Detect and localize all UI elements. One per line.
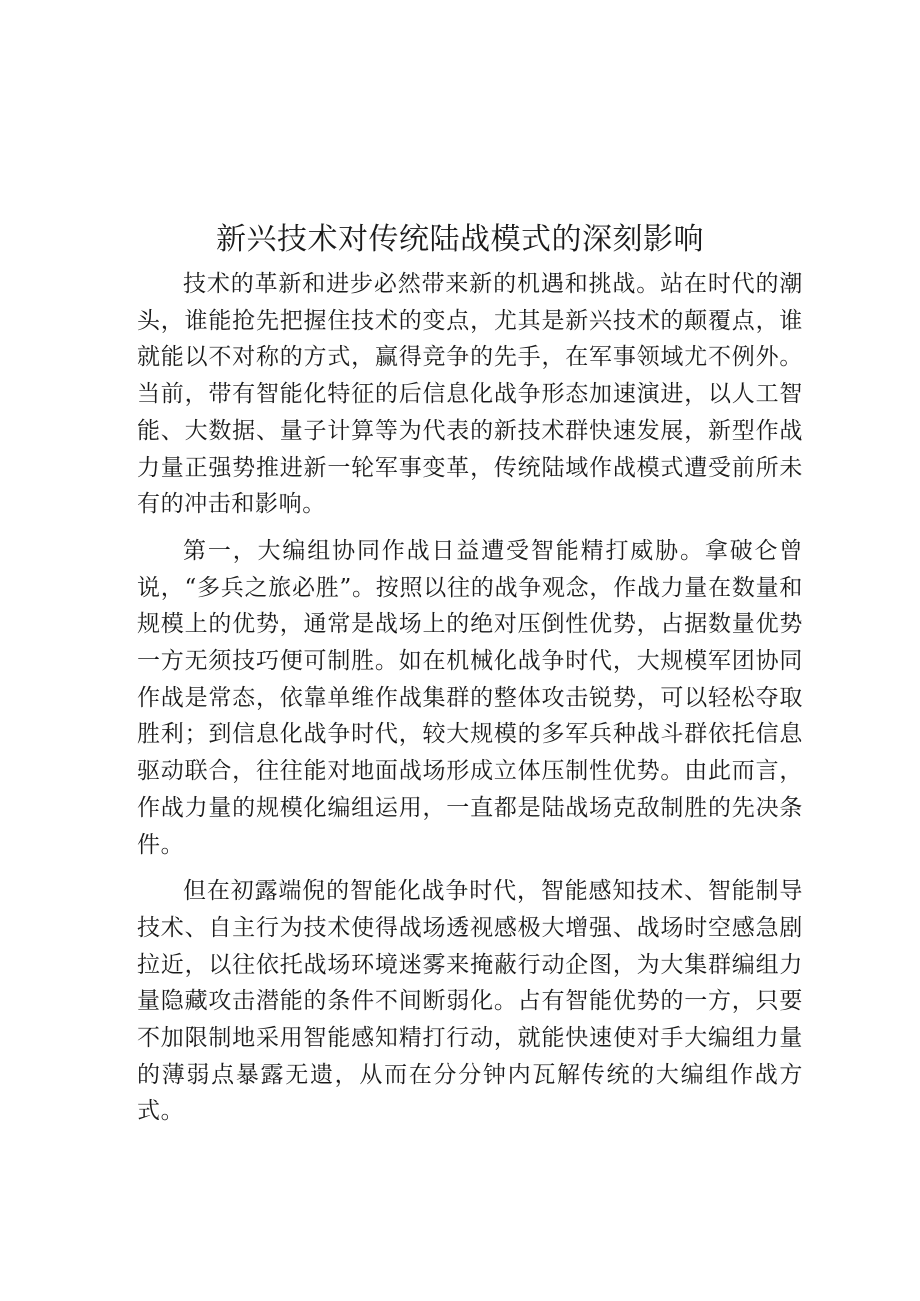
paragraph-intelligent-era: 但在初露端倪的智能化战争时代，智能感知技术、智能制导技术、自主行为技术使得战场透视感极大增强、战场时空感急剧拉近，以往依托战场环境迷雾来掩蔽行动企图，为大集群编组力量隐藏攻击潜能的条件不间断弱化。占有智能优势的一方，只要不加限制地采用智能感知精打行动，就能快速使对手大编组力量的薄弱点暴露无遗，从而在分分钟内瓦解传统的大编组作战方式。 — [137, 878, 803, 1125]
paragraph-intro: 技术的革新和进步必然带来新的机遇和挑战。站在时代的潮头，谁能抢先把握住技术的变点，尤其是新兴技术的颠覆点，谁就能以不对称的方式，赢得竞争的先手，在军事领域尤不例外。当前，带有智能化特征的后信息化战争形态加速演进，以人工智能、大数据、量子计算等为代表的新技术群快速发展，新型作战力量正强势推进新一轮军事变革，传统陆域作战模式遭受前所未有的冲击和影响。 — [137, 271, 803, 518]
document-title: 新兴技术对传统陆战模式的深刻影响 — [216, 222, 704, 257]
paragraph-first-point: 第一，大编组协同作战日益遭受智能精打威胁。拿破仑曾说，“多兵之旅必胜”。按照以往的战争观念，作战力量在数量和规模上的优势，通常是战场上的绝对压倒性优势，占据数量优势一方无须技巧便可制胜。如在机械化战争时代，大规模军团协同作战是常态，依靠单维作战集群的整体攻击锐势，可以轻松夺取胜利；到信息化战争时代，较大规模的多军兵种战斗群依托信息驱动联合，往往能对地面战场形成立体压制性优势。由此而言，作战力量的规模化编组运用，一直都是陆战场克敌制胜的先决条件。 — [137, 537, 803, 858]
document-body — [137, 266, 803, 1140]
